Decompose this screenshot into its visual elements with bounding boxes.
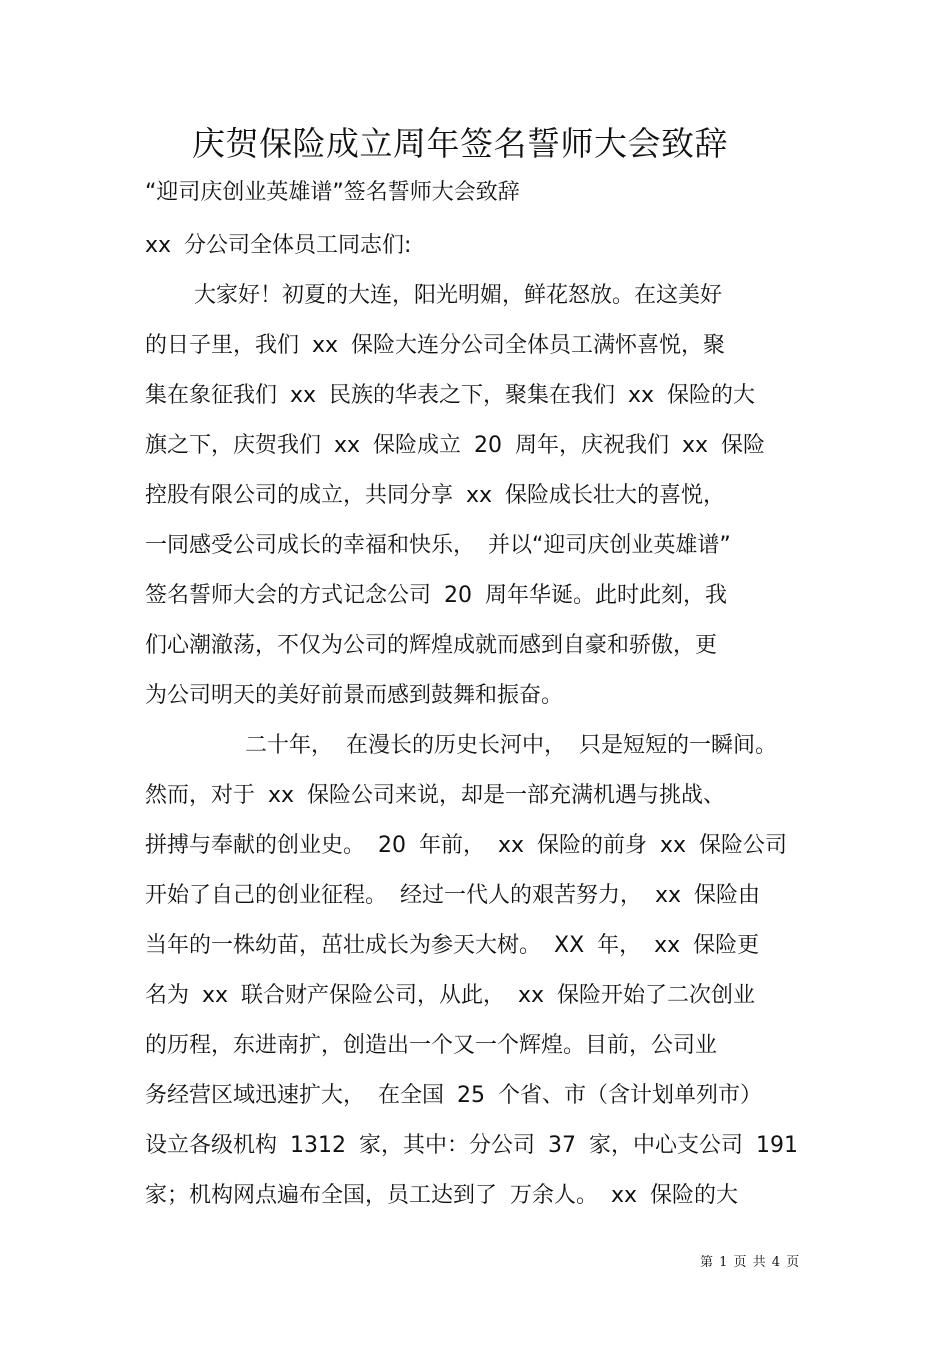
body-line: 的历程，东进南扩，创造出一个又一个辉煌。目前，公司业	[145, 1033, 718, 1058]
body-line: 务经营区域迅速扩大， 在全国 25 个省、市（含计划单列市）	[145, 1083, 762, 1108]
body-line: 集在象征我们 xx 民族的华表之下，聚集在我们 xx 保险的大	[145, 383, 756, 408]
body-line: 控股有限公司的成立，共同分享 xx 保险成长壮大的喜悦，	[145, 483, 726, 508]
body-line: 当年的一株幼苗，茁壮成长为参天大树。 XX 年， xx 保险更	[145, 933, 760, 958]
body-line: 为公司明天的美好前景而感到鼓舞和振奋。	[145, 683, 564, 708]
document-title: 庆贺保险成立周年签名誓师大会致辞	[192, 124, 728, 163]
body-line: 开始了自己的创业征程。 经过一代人的艰苦努力， xx 保险由	[145, 883, 761, 908]
body-line: 的日子里，我们 xx 保险大连分公司全体员工满怀喜悦，聚	[145, 333, 726, 358]
body-line: 旗之下，庆贺我们 xx 保险成立 20 周年，庆祝我们 xx 保险	[145, 433, 766, 458]
body-line: 一同感受公司成长的幸福和快乐， 并以“迎司庆创业英雄谱”	[145, 533, 731, 558]
document-subtitle: “迎司庆创业英雄谱”签名誓师大会致辞	[145, 180, 520, 205]
body-line: 然而，对于 xx 保险公司来说，却是一部充满机遇与挑战、	[145, 783, 726, 808]
body-line: 拼搏与奉献的创业史。 20 年前， xx 保险的前身 xx 保险公司	[145, 833, 788, 858]
body-line: 家；机构网点遍布全国，员工达到了 万余人。 xx 保险的大	[145, 1183, 739, 1208]
salutation-line: xx 分公司全体员工同志们:	[145, 233, 412, 258]
page-number-footer: 第 1 页 共 4 页	[700, 1255, 800, 1270]
body-line: 二十年， 在漫长的历史长河中， 只是短短的一瞬间。	[245, 733, 777, 758]
body-line: 设立各级机构 1312 家，其中：分公司 37 家，中心支公司 191	[145, 1133, 798, 1158]
body-line: 们心潮澈荡，不仅为公司的辉煌成就而感到自豪和骄傲，更	[145, 633, 718, 658]
body-line: 名为 xx 联合财产保险公司，从此， xx 保险开始了二次创业	[145, 983, 756, 1008]
body-line: 签名誓师大会的方式记念公司 20 周年华诞。此时此刻，我	[145, 583, 727, 608]
body-line: 大家好！初夏的大连，阳光明媚，鲜花怒放。在这美好	[194, 283, 723, 308]
